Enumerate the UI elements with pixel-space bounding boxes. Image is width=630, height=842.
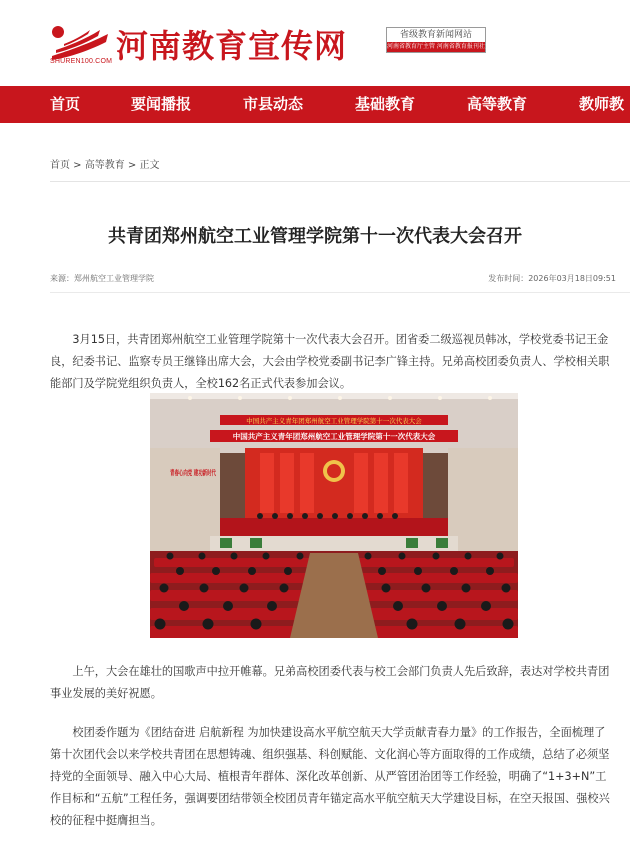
site-title[interactable]: 河南教育宣传网 xyxy=(116,27,348,65)
article-publish-time: 发布时间：2026年03月18日09:51 xyxy=(488,274,616,283)
nav-item-teachers[interactable]: 教师教 xyxy=(579,95,625,113)
site-header xyxy=(0,0,630,86)
nav-item-home[interactable]: 首页 xyxy=(50,95,81,113)
breadcrumb xyxy=(50,156,160,171)
breadcrumb-separator: > xyxy=(70,160,85,171)
site-badge xyxy=(386,27,497,53)
nav-item-city[interactable]: 市县动态 xyxy=(243,95,304,113)
breadcrumb-current: 正文 xyxy=(139,160,160,171)
article-meta-divider xyxy=(50,292,630,293)
meeting-hall-image xyxy=(150,393,518,638)
breadcrumb-section-link[interactable]: 高等教育 xyxy=(84,160,125,171)
article-paragraph: 校团委作题为《团结奋进 启航新程 为加快建设高水平航空航天大学贡献青春力量》的工作报告，全面梳理了第十次团代会以来学校共青团在思想铸魂、组织强基、科创赋能、文化润心等方面取得的工作成绩，总结了必须坚持党的全面领导、融入中心大局、植根青年群体、深化改革创新、从严管团治团等工作经验，明确了“1+3+N”工作目标和“五航”工程任务，强调要团结带领全校团员青年锚定高水平航空航天大学建设目标，在空天报国、强校兴校的征程中挺膺担当。 xyxy=(50,726,610,827)
article-source: 来源：郑州航空工业管理学院 xyxy=(50,274,154,283)
hall-banner-main: 中国共产主义青年团郑州航空工业管理学院第十一次代表大会 xyxy=(232,432,436,441)
article-paragraph: 3月15日，共青团郑州航空工业管理学院第十一次代表大会召开。团省委二级巡视员韩冰，学校党委书记王金良，纪委书记、监察专员王继锋出席大会，大会由学校党委副书记李广锋主持。兄弟高校团委负责人、学校相关职能部门及学院党组织负责人，全校162名正式代表参加会议。 xyxy=(50,333,610,390)
nav-item-basic-edu[interactable]: 基础教育 xyxy=(355,95,416,113)
article-photo xyxy=(150,393,518,638)
nav-item-higher-edu[interactable]: 高等教育 xyxy=(467,95,528,113)
badge-bottom-text: 河南省教育厅主管 河南省教育报刊社主办 xyxy=(387,43,497,50)
main-nav xyxy=(0,86,630,123)
article-title: 共青团郑州航空工业管理学院第十一次代表大会召开 xyxy=(108,226,522,247)
breadcrumb-separator: > xyxy=(124,160,140,171)
hall-banner-upper: 中国共产主义青年团郑州航空工业管理学院第十一次代表大会 xyxy=(246,417,422,425)
nav-item-news[interactable]: 要闻播报 xyxy=(131,95,192,113)
breadcrumb-divider xyxy=(50,181,630,182)
badge-top-text: 省级教育新闻网站 xyxy=(399,30,472,40)
article-paragraph: 上午，大会在雄壮的国歌声中拉开帷幕。兄弟高校团委代表与校工会部门负责人先后致辞，表达对学校共青团事业发展的美好祝愿。 xyxy=(50,665,610,700)
hall-side-slogan: 青春心向党 建功新时代 xyxy=(170,468,217,477)
breadcrumb-home-link[interactable]: 首页 xyxy=(50,160,70,171)
logo-domain-text: SHUREN100.COM xyxy=(50,58,113,65)
